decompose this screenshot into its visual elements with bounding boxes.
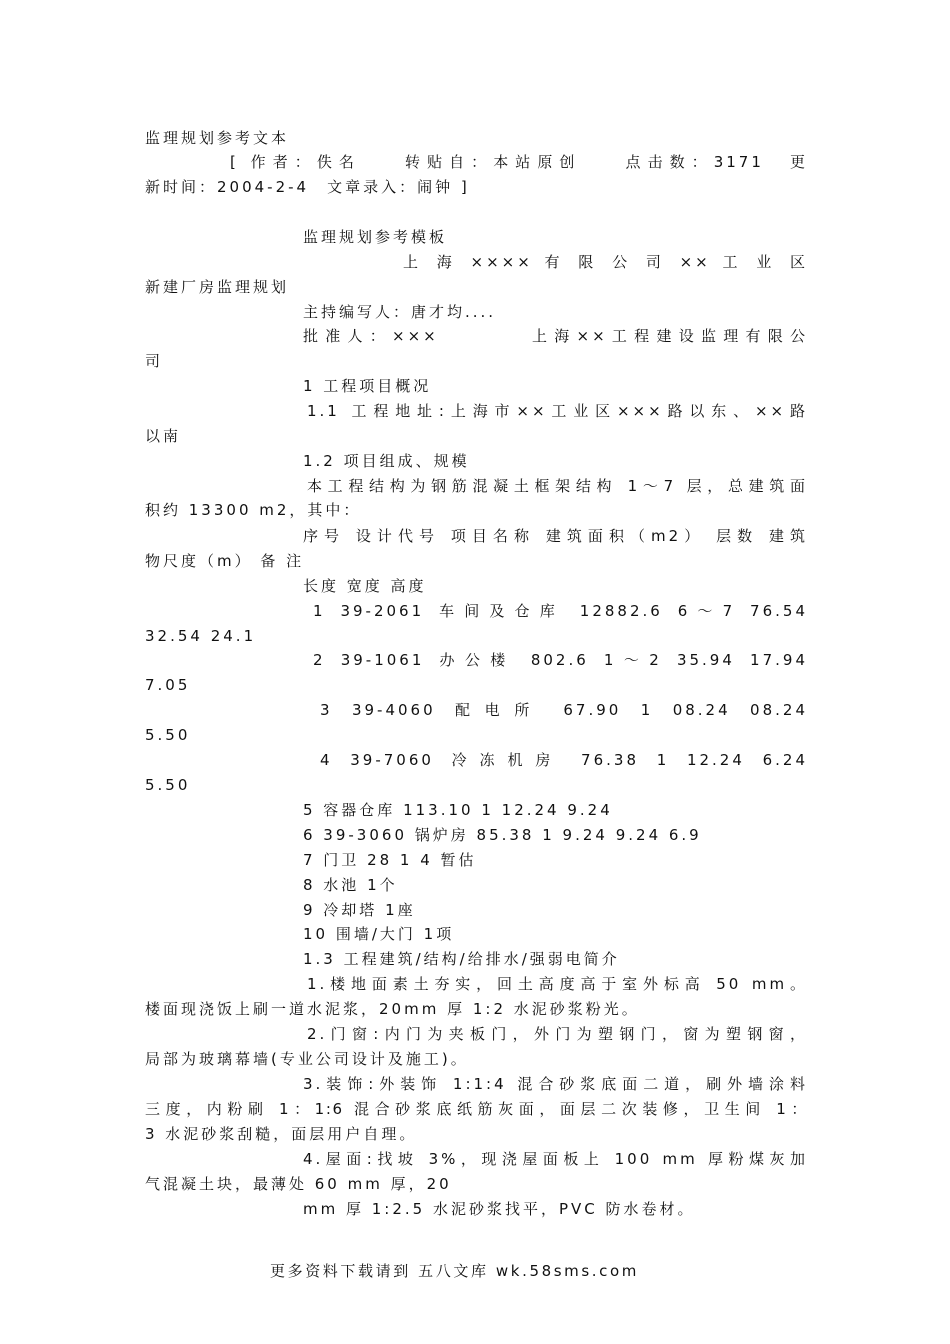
subsection-heading: 1.3 工程建筑/结构/给排水/强弱电简介 — [303, 950, 620, 968]
table-row: 4 39-7060 冷冻机房 76.38 1 12.24 6.24 — [320, 751, 808, 769]
section-heading: 1 工程项目概况 — [303, 377, 432, 395]
doc-title: 监理规划参考文本 — [145, 129, 290, 147]
table-row: 8 水池 1个 — [303, 876, 398, 894]
table-row-cont: 7.05 — [145, 676, 191, 694]
table-header-line: 长度 宽度 高度 — [303, 577, 427, 595]
table-header-line: 序号 设计代号 项目名称 建筑面积（m2） 层数 建筑 — [303, 527, 808, 545]
paragraph-line: 以南 — [145, 427, 182, 445]
paragraph-line: 2.门窗:内门为夹板门，外门为塑钢门，窗为塑钢窗， — [307, 1025, 808, 1043]
paragraph-line: 4.屋面:找坡 3%，现浇屋面板上 100 mm 厚粉煤灰加 — [303, 1150, 808, 1168]
table-row: 9 冷却塔 1座 — [303, 901, 416, 919]
author-line: 主持编写人：唐才均.... — [303, 303, 497, 321]
paragraph-line: 1.1 工程地址:上海市××工业区×××路以东、××路 — [307, 402, 808, 420]
paragraph-line: 局部为玻璃幕墙(专业公司设计及施工)。 — [145, 1050, 469, 1068]
table-row: 7 门卫 28 1 4 暂估 — [303, 851, 477, 869]
company-line: 上 海 ×××× 有 限 公 司 ×× 工 业 区 — [403, 253, 808, 271]
meta-line: [ 作者：佚名 转贴自：本站原创 点击数：3171 更 — [230, 153, 808, 171]
table-row-cont: 5.50 — [145, 726, 191, 744]
meta-line-cont: 新时间：2004-2-4 文章录入：闹钟 ] — [145, 178, 470, 196]
template-title: 监理规划参考模板 — [303, 228, 448, 246]
approver-line-cont: 司 — [145, 352, 164, 370]
table-row: 3 39-4060 配电所 67.90 1 08.24 08.24 — [320, 701, 808, 719]
paragraph-line: 3 水泥砂浆刮糙，面层用户自理。 — [145, 1125, 418, 1143]
table-row: 5 容器仓库 113.10 1 12.24 9.24 — [303, 801, 613, 819]
footer-download-link[interactable]: 更多资料下载请到 五八文库 wk.58sms.com — [270, 1262, 639, 1280]
paragraph-line: 1.楼地面素土夯实，回土高度高于室外标高 50 mm。 — [307, 975, 808, 993]
table-row: 1 39-2061 车间及仓库 12882.6 6～7 76.54 — [313, 602, 808, 620]
subsection-heading: 1.2 项目组成、规模 — [303, 452, 470, 470]
paragraph-line: mm 厚 1:2.5 水泥砂浆找平，PVC 防水卷材。 — [303, 1200, 696, 1218]
company-line-cont: 新建厂房监理规划 — [145, 278, 290, 296]
table-row-cont: 5.50 — [145, 776, 191, 794]
paragraph-line: 气混凝土块，最薄处 60 mm 厚，20 — [145, 1175, 452, 1193]
table-row-cont: 32.54 24.1 — [145, 627, 257, 645]
paragraph-line: 楼面现浇饭上刷一道水泥浆，20mm 厚 1:2 水泥砂浆粉光。 — [145, 1000, 640, 1018]
table-row: 10 围墙/大门 1项 — [303, 925, 455, 943]
approver-line: 批准人：××× 上海××工程建设监理有限公 — [303, 327, 808, 345]
table-header-line: 物尺度（m） 备 注 — [145, 552, 305, 570]
paragraph-line: 本工程结构为钢筋混凝土框架结构 1～7 层，总建筑面 — [307, 477, 808, 495]
paragraph-line: 三度，内粉刷 1：1:6 混合砂浆底纸筋灰面，面层二次装修，卫生间 1： — [145, 1100, 808, 1118]
table-row: 6 39-3060 锅炉房 85.38 1 9.24 9.24 6.9 — [303, 826, 702, 844]
table-row: 2 39-1061 办公楼 802.6 1～2 35.94 17.94 — [313, 651, 808, 669]
paragraph-line: 积约 13300 m2，其中： — [145, 501, 362, 519]
paragraph-line: 3.装饰:外装饰 1:1:4 混合砂浆底面二道，刷外墙涂料 — [303, 1075, 808, 1093]
